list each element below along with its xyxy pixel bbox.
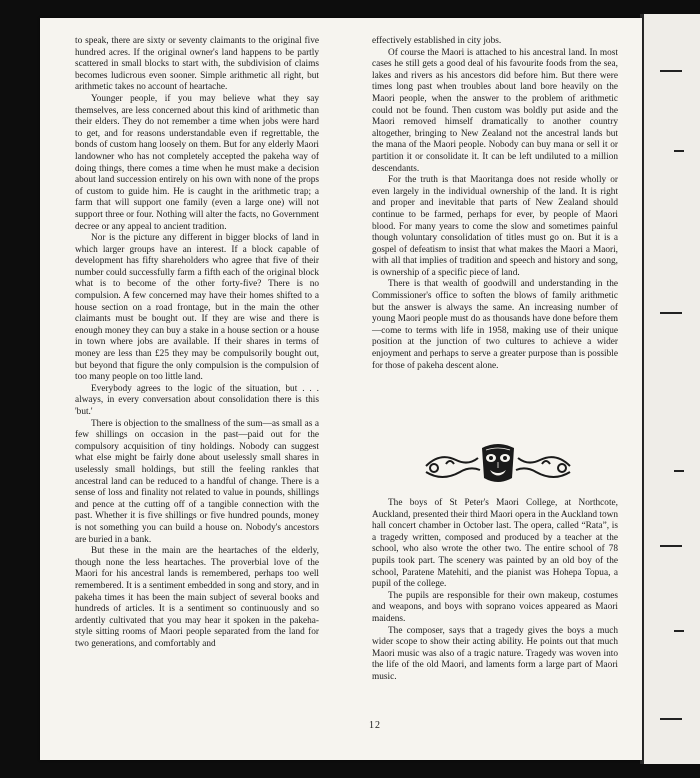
binding-mark <box>660 312 682 314</box>
binding-mark <box>660 545 682 547</box>
paragraph: Nor is the picture any different in bigger blocks of land in which larger groups have an interest. If a block capable of development has fifty shareholders who agree that five of their number could successfully farm a fifth each of the original block what is to become of the other forty-five? There is no compulsion. A few concerned may have their homes shifted to a house section on a road frontage, but in the main the other claimants must be bought out. If they are wise and there is enough money they can buy a stake in a house section or a house in town where jobs are available. If their shares in terms of money are less than £25 they may be compulsorily bought out, but beyond that figure the only compulsion is the compulsion of too many people on too little land. <box>75 233 319 383</box>
page-number: 12 <box>369 720 381 731</box>
binding-mark <box>674 630 684 632</box>
binding-mark <box>674 470 684 472</box>
binding-mark <box>674 150 684 152</box>
paragraph: to speak, there are sixty or seventy claimants to the original five hundred acres. If the original owner's land happens to be partly scattered in small blocks to start with, the subdivision of claims becomes ludicrous even sooner. Simple arithmetic all right, but arithmetic takes no account of heartache. <box>75 36 319 93</box>
paragraph: There is that wealth of goodwill and understanding in the Commissioner's office to soften the blows of family arithmetic but the answer is always the same. An increasing number of young Maori people must do as thousands have done before them—come to terms with life in 1958, making use of their unique position at the junction of two cultures to achieve a wider enjoyment and perhaps to serve a greater purpose than is possible for those of pakeha descent alone. <box>372 279 618 371</box>
paragraph: effectively established in city jobs. <box>372 36 502 46</box>
maori-carving-ornament-icon <box>420 438 576 488</box>
left-column <box>75 36 319 650</box>
binding-mark <box>660 70 682 72</box>
paragraph: The pupils are responsible for their own makeup, costumes and weapons, and boys with soprano voices appeared as Maori maidens. <box>372 590 618 624</box>
paragraph: But these in the main are the heartaches of the elderly, though none the less heartaches. The proverbial love of the Maori for his ancestral lands is remembered, perhaps too well remembered. It is a sentiment embedded in song and story, and in pakeha times it has been the main subject of several books and hundreds of articles. It is a sentiment so continuously and so ardently cultivated that you may hear it spoken in the pakeha-style sitting rooms of Maori people separated from the land for two generations, and comfortably and <box>75 546 319 649</box>
paragraph: Everybody agrees to the logic of the situation, but . . . always, in every conversation about consolidation there is this 'but.' <box>75 383 319 417</box>
facing-page-edge <box>643 14 700 764</box>
paragraph: The boys of St Peter's Maori College, at Northcote, Auckland, presented their third Maori opera in the Auckland town hall concert chamber in October last. The opera, called “Rata”, is a tragedy written, composed and produced by a teacher at the school, who also wrote the other two. The entire school of 78 pupils took part. The scenery was painted by an old boy of the school, Paratene Matehiti, and the pianist was Hohepa Topua, a pupil of the college. <box>372 498 618 590</box>
right-column <box>372 36 618 372</box>
paragraph: Younger people, if you may believe what they say themselves, are less concerned about this kind of arithmetic than their elders. They do not remember a time when jobs were hard to get, and for reasons understandable even if regrettable, the bonds of custom hang loosely on them. But for any elderly Maori landowner who has not completely accepted the pakeha way of doing things, there comes a time when he must make a decision about land succession entirely on his own with none of the props of custom to guide him. He is caught in the arithmetic trap; a farm that will support one family (even a large one) will not support three or four. Nothing will alter the facts, no Government decree or any appeal to ancient tradition. <box>75 93 319 232</box>
paragraph: The composer, says that a tragedy gives the boys a much wider scope to show their acting ability. He points out that much Maori music was also of a tragic nature. Tragedy was woven into the life of the old Maori, and laments form a large part of Maori music. <box>372 625 618 682</box>
second-article <box>372 498 618 684</box>
binding-mark <box>660 718 682 720</box>
paragraph: Of course the Maori is attached to his ancestral land. In most cases he still gets a good deal of his favourite foods from the sea, lakes and rivers as his ancestors did before him. But there were times long past when troubles about land bore heavily on the Maori people, when the answer to the problem of arithmetic could not be found. Then custom was boldly put aside and the Maori removed himself dramatically to another country altogether, bringing to New Zealand not the ancestral lands but the mana of the Maori people. Nobody can buy mana or sell it or partition it or consolidate it. It can be left undiluted to a million descendants. <box>372 47 618 174</box>
paragraph: There is objection to the smallness of the sum—as small as a few shillings on occasion in the past—paid out for the compulsory acquisition of tiny holdings. Nobody can suggest what else might be fairly done about uselessly small shares in uselessly small holdings, but still the feeling rankles that ancestral land can be reduced to a handful of change. There is a sense of loss and finality not related to value in pounds, shillings and pence at the cutting off of a tangible connection with the past. Whether it is five shillings or five hundred pounds, money is not something you can build a house on. Nobody's ancestors are buried in a bank. <box>75 418 319 545</box>
paragraph: For the truth is that Maoritanga does not reside wholly or even largely in the individual ownership of the land. It is right and proper and inevitable that parts of New Zealand should continue to be farmed, perhaps for ever, by people of Maori blood. For many years to come the slow and sometimes painful though voluntary consolidation of titles must go on. But it is a gospel of defeatism to insist that what makes the Maori a Maori, with all that implies of tradition and speech and history and song, is ownership of a specific piece of land. <box>372 175 618 278</box>
